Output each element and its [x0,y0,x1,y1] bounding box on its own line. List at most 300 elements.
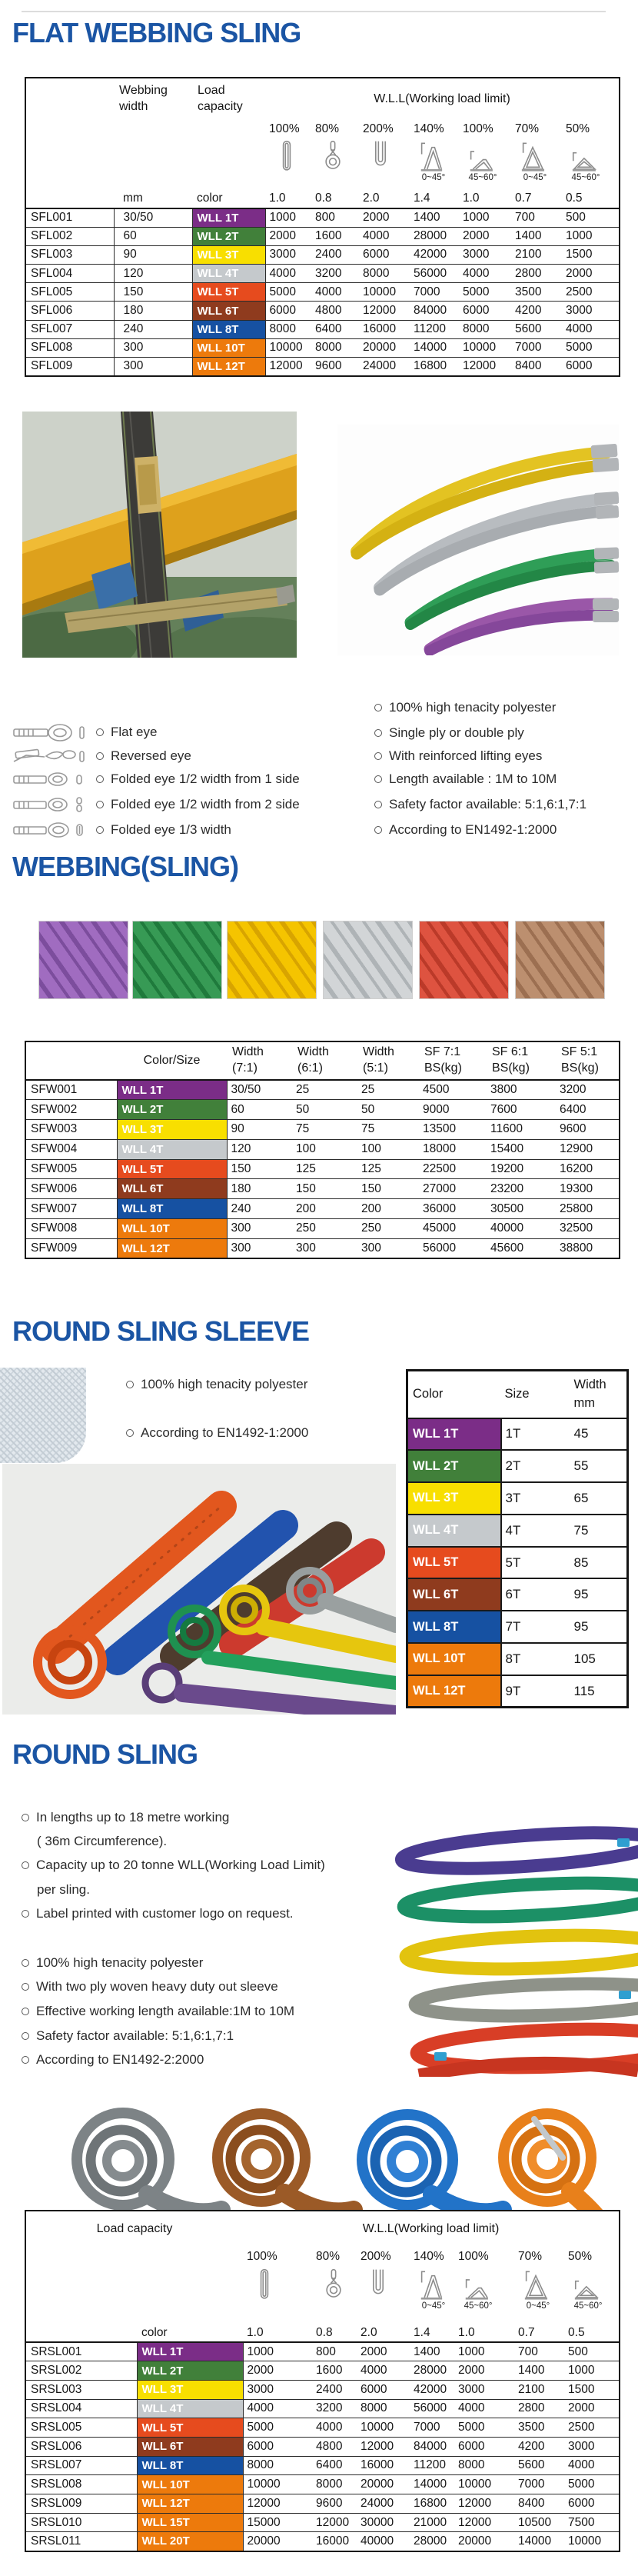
spec-value: 25 [292,1080,357,1100]
spec-value: 30500 [487,1199,556,1219]
wll-value: 4000 [564,2456,620,2475]
list-item-label: Label printed with customer logo on request. [36,1906,294,1921]
spec-value: 23200 [487,1179,556,1199]
wll-value: 84000 [410,2437,454,2456]
wll-color-cell: WLL 12T [192,358,265,376]
wll-value: 4000 [312,2418,357,2438]
circle-bullet-icon [22,2056,29,2064]
header-sf: SF 6:1 BS(kg) [487,1041,556,1080]
header-percent: 70% [515,122,540,135]
wll-color-cell: WLL 10T [192,338,265,357]
header-percent: 100% [247,2249,277,2263]
wll-value: 12000 [265,358,311,376]
list-item-label: Folded eye 1/3 width [111,822,231,837]
wll-value: 4000 [459,265,511,283]
spec-value: 50 [292,1100,357,1120]
spec-value: 27000 [419,1179,487,1199]
wll-value: 4000 [562,320,620,338]
spec-value: 11600 [487,1120,556,1140]
webbing-color-swatches [0,921,638,998]
spec-value: 240 [227,1199,292,1219]
header-percent: 200% [363,122,394,135]
spec-value: 30/50 [227,1080,292,1100]
header-percent: 70% [518,2249,543,2263]
webbing-width-value: 300 [114,358,192,376]
wll-value: 14000 [514,2532,564,2551]
wll-value: 16800 [410,358,459,376]
wll-value: 14000 [410,2475,454,2494]
section-title-flat-webbing-sling: FLAT WEBBING SLING [12,17,301,48]
angle-label: 0~45° [421,173,446,182]
wll-color-cell: WLL 10T [117,1219,227,1239]
wll-value: 2000 [357,2342,410,2361]
product-code: SFW005 [25,1159,117,1179]
angle-label: 0~45° [421,2301,446,2311]
cell-blank [25,2266,243,2324]
wll-value: 4800 [311,302,359,320]
wll-value: 2100 [511,245,562,264]
top-rule [22,11,606,12]
wll-value: 9600 [312,2494,357,2514]
wll-value: 24000 [359,358,410,376]
wll-color-cell: WLL 6T [137,2437,243,2456]
spec-value: 19200 [487,1159,556,1179]
round-sling-sleeve-table [406,1369,629,1708]
wll-color-cell: WLL 1T [137,2342,243,2361]
header-width: Width (6:1) [292,1041,357,1080]
wll-value: 2500 [564,2418,620,2438]
spec-value: 120 [227,1139,292,1159]
list-item-label: Folded eye 1/2 width from 2 side [111,797,300,811]
flat-webbing-sling-table [25,77,620,377]
product-code: SFW006 [25,1179,117,1199]
wll-value: 1500 [562,245,620,264]
spec-value: 45600 [487,1238,556,1258]
wll-value: 40000 [357,2532,410,2551]
wll-value: 28000 [410,2361,454,2381]
product-code: SRSL005 [25,2418,137,2438]
wll-value: 2000 [265,227,311,245]
wll-color-cell: WLL 6T [407,1578,501,1611]
header-sf: SF 7:1 BS(kg) [419,1041,487,1080]
flat-sling-spec-item [374,821,557,838]
header-ratio: 0.5 [564,2324,620,2342]
wll-value: 1400 [410,2342,454,2361]
product-code: SRSL010 [25,2513,137,2532]
spec-value: 300 [357,1238,419,1258]
flat-sling-spec-item [374,748,542,765]
round-description-item [22,1857,325,1874]
basket-sling-icon [359,138,410,189]
wll-value: 7500 [564,2513,620,2532]
spec-value: 7600 [487,1100,556,1120]
header-ratio: 0.8 [311,189,359,208]
circle-bullet-icon [374,704,382,711]
spec-value: 19300 [556,1179,620,1199]
webbing-width-value: 300 [114,338,192,357]
header-ratio: 0.7 [514,2324,564,2342]
list-item-label: Folded eye 1/2 width from 1 side [111,771,300,786]
spec-value: 300 [292,1238,357,1258]
sleeve-spec-item [126,1425,308,1441]
header-ratio: 1.0 [459,189,511,208]
wll-value: 2400 [311,245,359,264]
wll-color-cell: WLL 5T [192,283,265,302]
angle-label: 45~60° [464,2301,493,2311]
circle-bullet-icon [22,2008,29,2015]
cell-blank [114,138,192,189]
wll-value: 4000 [243,2399,312,2418]
product-code: SFL004 [25,265,114,283]
sleeve-size-value: 8T [501,1643,560,1675]
wll-value: 6000 [459,302,511,320]
swatch-tan-webbing [515,921,605,999]
product-code: SFW007 [25,1199,117,1219]
wll-value: 4000 [265,265,311,283]
spec-value: 15400 [487,1139,556,1159]
section-title-webbing-sling: WEBBING(SLING) [12,851,238,882]
wll-color-cell: WLL 15T [137,2513,243,2532]
sleeve-size-value: 2T [501,1450,560,1482]
basket-45-60-icon [459,138,511,189]
spec-value: 200 [292,1199,357,1219]
sleeve-width-value: 75 [560,1515,628,1547]
flat-sling-spec-item [374,699,556,716]
wll-value: 20000 [357,2475,410,2494]
wll-value: 3500 [511,283,562,302]
header-ratio: 2.0 [357,2324,410,2342]
list-item-label: Safety factor available: 5:1,6:1,7:1 [389,797,587,811]
round-spec-item [22,2051,204,2068]
spec-value: 12900 [556,1139,620,1159]
wll-value: 8000 [265,320,311,338]
cell-blank [25,2247,243,2266]
wll-color-cell: WLL 4T [407,1515,501,1547]
wll-value: 20000 [359,338,410,357]
list-item-label: 100% high tenacity polyester [389,700,557,715]
header-color: Color [407,1371,501,1418]
wll-value: 700 [514,2342,564,2361]
wll-value: 10000 [564,2532,620,2551]
wll-color-cell: WLL 1T [407,1418,501,1451]
wll-value: 6000 [265,302,311,320]
folded-eye-half-1side-icon [12,768,92,790]
wll-value: 4800 [312,2437,357,2456]
wll-color-cell: WLL 2T [192,227,265,245]
round-sling-table [25,2210,620,2552]
endless-45-60-icon [562,138,620,189]
product-code: SRSL006 [25,2437,137,2456]
sleeve-size-value: 9T [501,1675,560,1708]
wll-value: 84000 [410,302,459,320]
wll-value: 5000 [243,2418,312,2438]
sleeve-size-value: 5T [501,1547,560,1579]
product-code: SFW001 [25,1080,117,1100]
spec-value: 200 [357,1199,419,1219]
round-description-item [22,1809,229,1826]
photo-webbing-slings-group [337,425,619,655]
sleeve-width-value: 65 [560,1482,628,1515]
header-color: color [137,2324,243,2342]
wll-value: 5000 [564,2475,620,2494]
spec-value: 4500 [419,1080,487,1100]
wll-value: 2100 [514,2380,564,2399]
wll-value: 6400 [312,2456,357,2475]
wll-value: 1000 [564,2361,620,2381]
wll-value: 11200 [410,320,459,338]
wll-value: 8000 [312,2475,357,2494]
wll-value: 10000 [459,338,511,357]
folded-eye-third-icon [12,819,92,841]
angle-label: 0~45° [523,173,547,182]
section-title-round-sling-sleeve: ROUND SLING SLEEVE [12,1315,310,1347]
wll-color-cell: WLL 12T [137,2494,243,2514]
header-color: color [192,189,265,208]
wll-value: 4200 [511,302,562,320]
webbing-width-value: 30/50 [114,208,192,227]
wll-value: 28000 [410,2532,454,2551]
header-percent: 80% [315,122,340,135]
wll-value: 9600 [311,358,359,376]
wll-value: 8000 [357,2399,410,2418]
round-spec-item [22,2028,234,2044]
header-ratio: 2.0 [359,189,410,208]
spec-value: 90 [227,1120,292,1140]
product-code: SFW004 [25,1139,117,1159]
spec-value: 50 [357,1100,419,1120]
circle-bullet-icon [374,801,382,808]
product-code: SRSL009 [25,2494,137,2514]
wll-value: 4000 [454,2399,514,2418]
wll-value: 4000 [357,2361,410,2381]
wll-color-cell: WLL 5T [137,2418,243,2438]
endless-45-60-icon [564,2266,620,2324]
product-code: SFL002 [25,227,114,245]
eye-type-item [96,724,157,741]
wll-color-cell: WLL 10T [407,1643,501,1675]
vertical-sling-icon [243,2266,312,2324]
wll-value: 6000 [359,245,410,264]
wll-value: 2000 [243,2361,312,2381]
spec-value: 75 [292,1120,357,1140]
wll-value: 8000 [459,320,511,338]
cell-blank [25,138,114,189]
wll-color-cell: WLL 1T [117,1080,227,1100]
angle-label: 45~60° [571,173,600,182]
spec-value: 13500 [419,1120,487,1140]
wll-value: 10000 [243,2475,312,2494]
circle-bullet-icon [96,752,104,760]
wll-value: 4200 [514,2437,564,2456]
header-ratio: 0.7 [511,189,562,208]
wll-value: 21000 [410,2513,454,2532]
round-spec-item [22,1954,203,1971]
eye-type-item [96,748,191,765]
wll-value: 24000 [357,2494,410,2514]
spec-value: 3200 [556,1080,620,1100]
cell-blank [25,1041,117,1080]
list-item-label: Safety factor available: 5:1,6:1,7:1 [36,2028,234,2043]
header-percent: 80% [316,2249,341,2263]
header-sf: SF 5:1 BS(kg) [556,1041,620,1080]
header-percent: 50% [568,2249,593,2263]
wll-value: 500 [564,2342,620,2361]
product-code: SFL007 [25,320,114,338]
header-size: Size [501,1371,560,1418]
list-item-label: According to EN1492-1:2000 [141,1425,309,1440]
wll-value: 6000 [562,358,620,376]
product-code: SRSL002 [25,2361,137,2381]
sleeve-size-value: 7T [501,1611,560,1643]
wll-value: 1500 [564,2380,620,2399]
basket-45-60-icon [454,2266,514,2324]
wll-value: 5000 [454,2418,514,2438]
list-item-label: Length available : 1M to 10M [389,771,557,786]
wll-value: 5000 [562,338,620,357]
wll-value: 28000 [410,227,459,245]
swatch-purple-webbing [38,921,128,999]
wll-color-cell: WLL 8T [407,1611,501,1643]
webbing-width-value: 240 [114,320,192,338]
wll-value: 800 [311,208,359,227]
product-code: SRSL003 [25,2380,137,2399]
wll-color-cell: WLL 2T [407,1450,501,1482]
circle-bullet-icon [22,1983,29,1991]
product-code: SFL005 [25,283,114,302]
cell-blank [25,78,114,120]
header-webbing-width: Webbing width [119,84,168,113]
sleeve-size-value: 3T [501,1482,560,1515]
wll-value: 4000 [359,227,410,245]
sleeve-spec-item [126,1376,307,1393]
list-item-label: ( 36m Circumference). [37,1834,168,1848]
sleeve-width-value: 95 [560,1578,628,1611]
wll-color-cell: WLL 20T [137,2532,243,2551]
wll-value: 1600 [312,2361,357,2381]
wll-color-cell: WLL 12T [407,1675,501,1708]
wll-value: 1400 [514,2361,564,2381]
wll-value: 10000 [359,283,410,302]
wll-value: 15000 [243,2513,312,2532]
spec-value: 18000 [419,1139,487,1159]
round-description-item [37,1833,167,1850]
wll-value: 3200 [312,2399,357,2418]
photo-round-slings-stacked [388,1821,638,2077]
basket-0-45-icon [410,2266,454,2324]
wll-value: 3000 [454,2380,514,2399]
photo-flat-sling-in-use [22,412,297,658]
header-width: Width (5:1) [357,1041,419,1080]
list-item-label: Reversed eye [111,748,191,763]
sleeve-width-value: 55 [560,1450,628,1482]
wll-value: 500 [562,208,620,227]
wll-color-cell: WLL 3T [407,1482,501,1515]
circle-bullet-icon [22,1959,29,1967]
list-item-label: Flat eye [111,725,158,739]
header-percent: 100% [458,2249,489,2263]
cell-blank [192,138,265,189]
list-item-label: 100% high tenacity polyester [36,1955,204,1970]
header-ratio: 1.4 [410,189,459,208]
wll-value: 10000 [454,2475,514,2494]
product-code: SFL003 [25,245,114,264]
wll-value: 8000 [454,2456,514,2475]
wll-color-cell: WLL 3T [137,2380,243,2399]
wll-value: 20000 [454,2532,514,2551]
spec-value: 6400 [556,1100,620,1120]
sleeve-size-value: 6T [501,1578,560,1611]
spec-value: 150 [227,1159,292,1179]
cell-blank [114,120,192,138]
webbing-width-value: 90 [114,245,192,264]
circle-bullet-icon [22,1910,29,1918]
angle-label: 0~45° [526,2301,550,2311]
wll-value: 7000 [410,2418,454,2438]
wll-color-cell: WLL 1T [192,208,265,227]
list-item-label: Capacity up to 20 tonne WLL(Working Load Limit) [36,1858,325,1872]
spec-value: 125 [357,1159,419,1179]
wll-value: 3000 [265,245,311,264]
webbing-sling-table [25,1041,620,1259]
header-color-size: Color/Size [117,1041,227,1080]
wll-value: 4000 [311,283,359,302]
wll-value: 10000 [265,338,311,357]
wll-value: 2000 [459,227,511,245]
wll-value: 8000 [311,338,359,357]
endless-0-45-icon [514,2266,564,2324]
wll-value: 16000 [312,2532,357,2551]
sleeve-width-value: 105 [560,1643,628,1675]
eye-type-item [96,796,300,813]
wll-value: 3500 [514,2418,564,2438]
wll-value: 14000 [410,338,459,357]
cell-blank [25,120,114,138]
header-ratio: 1.4 [410,2324,454,2342]
wll-value: 6000 [564,2494,620,2514]
reversed-eye-icon [12,745,92,767]
basket-sling-icon [357,2266,410,2324]
product-code: SFW003 [25,1120,117,1140]
spec-value: 125 [292,1159,357,1179]
wll-value: 5600 [511,320,562,338]
product-code: SFL001 [25,208,114,227]
circle-bullet-icon [22,1861,29,1869]
header-ratio: 1.0 [454,2324,514,2342]
webbing-width-value: 150 [114,283,192,302]
header-load-capacity: Load capacity [198,84,243,113]
swatch-red-webbing [419,921,509,999]
circle-bullet-icon [22,2032,29,2040]
wll-value: 42000 [410,2380,454,2399]
swatch-green-webbing [132,921,222,999]
spec-value: 300 [227,1238,292,1258]
wll-value: 3000 [562,302,620,320]
wll-value: 8000 [359,265,410,283]
wll-value: 1000 [562,227,620,245]
product-code: SRSL007 [25,2456,137,2475]
circle-bullet-icon [22,1814,29,1821]
product-code: SRSL008 [25,2475,137,2494]
spec-value: 250 [357,1219,419,1239]
wll-value: 2000 [359,208,410,227]
sleeve-size-value: 4T [501,1515,560,1547]
wll-color-cell: WLL 8T [117,1199,227,1219]
wll-value: 2000 [564,2399,620,2418]
wll-color-cell: WLL 4T [137,2399,243,2418]
wll-color-cell: WLL 6T [117,1179,227,1199]
photo-round-sling-sleeves [2,1464,396,1715]
wll-value: 6000 [454,2437,514,2456]
